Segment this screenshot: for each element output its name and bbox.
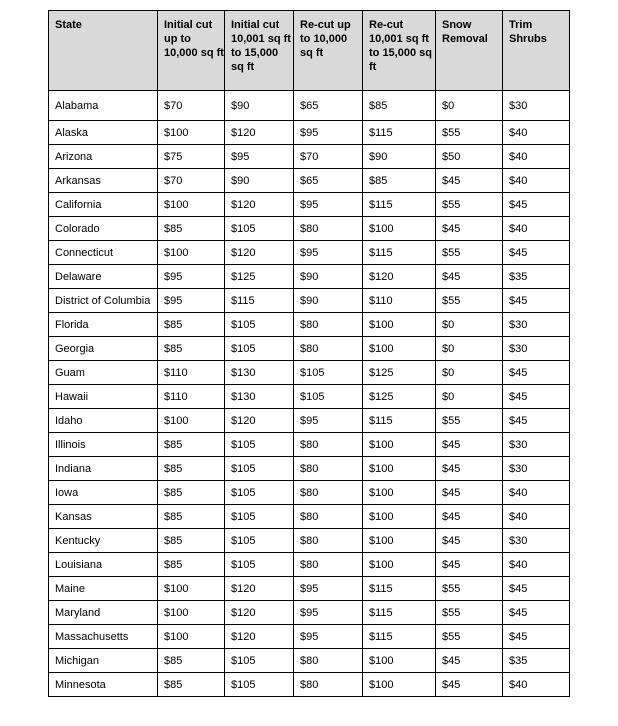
recut-up-to-10000-cell: $95: [294, 625, 363, 649]
trim-shrubs-cell: $40: [503, 121, 570, 145]
trim-shrubs-cell: $30: [503, 91, 570, 121]
initial-cut-up-to-10000-cell: $100: [158, 121, 225, 145]
initial-cut-10001-to-15000-cell: $105: [225, 529, 294, 553]
recut-up-to-10000-cell: $80: [294, 433, 363, 457]
initial-cut-up-to-10000-cell: $100: [158, 577, 225, 601]
pricing-table: [48, 10, 570, 697]
recut-up-to-10000-cell: $95: [294, 193, 363, 217]
initial-cut-up-to-10000-cell: $100: [158, 601, 225, 625]
initial-cut-up-to-10000-cell: $85: [158, 481, 225, 505]
table-row: [49, 673, 570, 697]
table-row: [49, 145, 570, 169]
recut-up-to-10000-cell: $90: [294, 265, 363, 289]
trim-shrubs-cell: $40: [503, 169, 570, 193]
initial-cut-up-to-10000-cell: $110: [158, 385, 225, 409]
recut-10001-to-15000-cell: $115: [363, 577, 436, 601]
header-snow-removal: Snow Removal: [436, 11, 503, 91]
trim-shrubs-cell: $40: [503, 673, 570, 697]
trim-shrubs-cell: $30: [503, 313, 570, 337]
initial-cut-up-to-10000-cell: $85: [158, 337, 225, 361]
state-cell: Massachusetts: [49, 625, 158, 649]
trim-shrubs-cell: $45: [503, 361, 570, 385]
state-cell: Alabama: [49, 91, 158, 121]
recut-up-to-10000-cell: $80: [294, 217, 363, 241]
initial-cut-up-to-10000-cell: $110: [158, 361, 225, 385]
recut-up-to-10000-cell: $80: [294, 529, 363, 553]
initial-cut-10001-to-15000-cell: $105: [225, 433, 294, 457]
snow-removal-cell: $55: [436, 601, 503, 625]
recut-10001-to-15000-cell: $100: [363, 505, 436, 529]
trim-shrubs-cell: $30: [503, 457, 570, 481]
initial-cut-10001-to-15000-cell: $95: [225, 145, 294, 169]
initial-cut-up-to-10000-cell: $85: [158, 313, 225, 337]
initial-cut-10001-to-15000-cell: $130: [225, 385, 294, 409]
recut-10001-to-15000-cell: $115: [363, 241, 436, 265]
initial-cut-10001-to-15000-cell: $105: [225, 673, 294, 697]
initial-cut-10001-to-15000-cell: $120: [225, 409, 294, 433]
initial-cut-10001-to-15000-cell: $105: [225, 457, 294, 481]
header-initial-cut-up-to-10000: Initial cut up to 10,000 sq ft: [158, 11, 225, 91]
initial-cut-up-to-10000-cell: $100: [158, 193, 225, 217]
initial-cut-10001-to-15000-cell: $90: [225, 91, 294, 121]
recut-up-to-10000-cell: $80: [294, 649, 363, 673]
recut-10001-to-15000-cell: $100: [363, 457, 436, 481]
initial-cut-10001-to-15000-cell: $120: [225, 601, 294, 625]
snow-removal-cell: $45: [436, 217, 503, 241]
recut-up-to-10000-cell: $90: [294, 289, 363, 313]
table-row: [49, 337, 570, 361]
recut-up-to-10000-cell: $95: [294, 241, 363, 265]
initial-cut-10001-to-15000-cell: $105: [225, 313, 294, 337]
trim-shrubs-cell: $45: [503, 385, 570, 409]
header-row: [49, 11, 570, 91]
table-row: [49, 169, 570, 193]
snow-removal-cell: $45: [436, 649, 503, 673]
recut-up-to-10000-cell: $80: [294, 313, 363, 337]
initial-cut-10001-to-15000-cell: $125: [225, 265, 294, 289]
table-body: [49, 91, 570, 697]
recut-up-to-10000-cell: $105: [294, 385, 363, 409]
recut-10001-to-15000-cell: $100: [363, 481, 436, 505]
recut-10001-to-15000-cell: $100: [363, 529, 436, 553]
recut-up-to-10000-cell: $80: [294, 457, 363, 481]
initial-cut-up-to-10000-cell: $85: [158, 553, 225, 577]
table-row: [49, 601, 570, 625]
snow-removal-cell: $55: [436, 289, 503, 313]
recut-10001-to-15000-cell: $85: [363, 91, 436, 121]
recut-up-to-10000-cell: $105: [294, 361, 363, 385]
recut-10001-to-15000-cell: $100: [363, 553, 436, 577]
header-trim-shrubs: Trim Shrubs: [503, 11, 570, 91]
table-row: [49, 457, 570, 481]
snow-removal-cell: $45: [436, 457, 503, 481]
table-row: [49, 481, 570, 505]
trim-shrubs-cell: $40: [503, 553, 570, 577]
table-row: [49, 433, 570, 457]
initial-cut-10001-to-15000-cell: $105: [225, 649, 294, 673]
initial-cut-up-to-10000-cell: $85: [158, 505, 225, 529]
snow-removal-cell: $55: [436, 193, 503, 217]
recut-10001-to-15000-cell: $120: [363, 265, 436, 289]
trim-shrubs-cell: $40: [503, 481, 570, 505]
table-row: [49, 529, 570, 553]
initial-cut-up-to-10000-cell: $85: [158, 649, 225, 673]
snow-removal-cell: $45: [436, 529, 503, 553]
snow-removal-cell: $45: [436, 265, 503, 289]
recut-10001-to-15000-cell: $115: [363, 409, 436, 433]
recut-10001-to-15000-cell: $115: [363, 625, 436, 649]
state-cell: Michigan: [49, 649, 158, 673]
state-cell: District of Columbia: [49, 289, 158, 313]
initial-cut-up-to-10000-cell: $75: [158, 145, 225, 169]
snow-removal-cell: $55: [436, 121, 503, 145]
initial-cut-10001-to-15000-cell: $90: [225, 169, 294, 193]
table-row: [49, 409, 570, 433]
trim-shrubs-cell: $30: [503, 529, 570, 553]
header-recut-up-to-10000: Re-cut up to 10,000 sq ft: [294, 11, 363, 91]
snow-removal-cell: $0: [436, 385, 503, 409]
initial-cut-10001-to-15000-cell: $120: [225, 193, 294, 217]
trim-shrubs-cell: $45: [503, 625, 570, 649]
trim-shrubs-cell: $40: [503, 145, 570, 169]
table-row: [49, 385, 570, 409]
table-row: [49, 361, 570, 385]
snow-removal-cell: $45: [436, 673, 503, 697]
initial-cut-10001-to-15000-cell: $105: [225, 553, 294, 577]
state-cell: California: [49, 193, 158, 217]
initial-cut-10001-to-15000-cell: $105: [225, 481, 294, 505]
snow-removal-cell: $0: [436, 337, 503, 361]
state-cell: Colorado: [49, 217, 158, 241]
recut-10001-to-15000-cell: $115: [363, 193, 436, 217]
initial-cut-up-to-10000-cell: $85: [158, 457, 225, 481]
recut-10001-to-15000-cell: $90: [363, 145, 436, 169]
recut-up-to-10000-cell: $80: [294, 673, 363, 697]
state-cell: Connecticut: [49, 241, 158, 265]
recut-up-to-10000-cell: $80: [294, 337, 363, 361]
trim-shrubs-cell: $45: [503, 289, 570, 313]
state-cell: Louisiana: [49, 553, 158, 577]
initial-cut-up-to-10000-cell: $70: [158, 91, 225, 121]
initial-cut-10001-to-15000-cell: $120: [225, 241, 294, 265]
trim-shrubs-cell: $30: [503, 433, 570, 457]
initial-cut-up-to-10000-cell: $85: [158, 433, 225, 457]
initial-cut-up-to-10000-cell: $95: [158, 289, 225, 313]
state-cell: Guam: [49, 361, 158, 385]
table-row: [49, 553, 570, 577]
recut-up-to-10000-cell: $80: [294, 553, 363, 577]
initial-cut-up-to-10000-cell: $95: [158, 265, 225, 289]
table-row: [49, 193, 570, 217]
initial-cut-up-to-10000-cell: $100: [158, 409, 225, 433]
recut-up-to-10000-cell: $95: [294, 121, 363, 145]
recut-up-to-10000-cell: $95: [294, 601, 363, 625]
initial-cut-10001-to-15000-cell: $120: [225, 625, 294, 649]
trim-shrubs-cell: $30: [503, 337, 570, 361]
snow-removal-cell: $55: [436, 241, 503, 265]
recut-up-to-10000-cell: $80: [294, 505, 363, 529]
header-initial-cut-10001-to-15000: Initial cut 10,001 sq ft to 15,000 sq ft: [225, 11, 294, 91]
initial-cut-10001-to-15000-cell: $105: [225, 505, 294, 529]
initial-cut-up-to-10000-cell: $85: [158, 529, 225, 553]
snow-removal-cell: $45: [436, 433, 503, 457]
trim-shrubs-cell: $45: [503, 241, 570, 265]
state-cell: Maryland: [49, 601, 158, 625]
trim-shrubs-cell: $35: [503, 649, 570, 673]
table-header: [49, 11, 570, 91]
state-cell: Arkansas: [49, 169, 158, 193]
initial-cut-up-to-10000-cell: $100: [158, 241, 225, 265]
state-cell: Delaware: [49, 265, 158, 289]
trim-shrubs-cell: $40: [503, 217, 570, 241]
trim-shrubs-cell: $45: [503, 409, 570, 433]
initial-cut-10001-to-15000-cell: $120: [225, 121, 294, 145]
recut-10001-to-15000-cell: $100: [363, 337, 436, 361]
snow-removal-cell: $55: [436, 409, 503, 433]
state-cell: Florida: [49, 313, 158, 337]
recut-10001-to-15000-cell: $100: [363, 217, 436, 241]
trim-shrubs-cell: $45: [503, 193, 570, 217]
header-recut-10001-to-15000: Re-cut 10,001 sq ft to 15,000 sq ft: [363, 11, 436, 91]
snow-removal-cell: $45: [436, 553, 503, 577]
recut-10001-to-15000-cell: $125: [363, 385, 436, 409]
recut-10001-to-15000-cell: $100: [363, 433, 436, 457]
initial-cut-10001-to-15000-cell: $120: [225, 577, 294, 601]
trim-shrubs-cell: $45: [503, 601, 570, 625]
header-state: State: [49, 11, 158, 91]
initial-cut-up-to-10000-cell: $70: [158, 169, 225, 193]
state-cell: Arizona: [49, 145, 158, 169]
initial-cut-up-to-10000-cell: $85: [158, 673, 225, 697]
state-cell: Minnesota: [49, 673, 158, 697]
initial-cut-up-to-10000-cell: $85: [158, 217, 225, 241]
recut-up-to-10000-cell: $95: [294, 577, 363, 601]
state-cell: Georgia: [49, 337, 158, 361]
snow-removal-cell: $55: [436, 625, 503, 649]
recut-10001-to-15000-cell: $110: [363, 289, 436, 313]
initial-cut-10001-to-15000-cell: $130: [225, 361, 294, 385]
snow-removal-cell: $0: [436, 361, 503, 385]
snow-removal-cell: $45: [436, 169, 503, 193]
state-cell: Indiana: [49, 457, 158, 481]
recut-10001-to-15000-cell: $100: [363, 649, 436, 673]
table-row: [49, 313, 570, 337]
table-row: [49, 91, 570, 121]
table-row: [49, 121, 570, 145]
trim-shrubs-cell: $40: [503, 505, 570, 529]
state-cell: Illinois: [49, 433, 158, 457]
initial-cut-10001-to-15000-cell: $105: [225, 217, 294, 241]
recut-10001-to-15000-cell: $115: [363, 601, 436, 625]
snow-removal-cell: $45: [436, 505, 503, 529]
trim-shrubs-cell: $35: [503, 265, 570, 289]
snow-removal-cell: $0: [436, 313, 503, 337]
state-cell: Kentucky: [49, 529, 158, 553]
table-row: [49, 289, 570, 313]
snow-removal-cell: $0: [436, 91, 503, 121]
initial-cut-10001-to-15000-cell: $115: [225, 289, 294, 313]
recut-up-to-10000-cell: $65: [294, 169, 363, 193]
initial-cut-10001-to-15000-cell: $105: [225, 337, 294, 361]
recut-10001-to-15000-cell: $85: [363, 169, 436, 193]
table-row: [49, 265, 570, 289]
recut-up-to-10000-cell: $70: [294, 145, 363, 169]
recut-up-to-10000-cell: $80: [294, 481, 363, 505]
recut-10001-to-15000-cell: $100: [363, 313, 436, 337]
snow-removal-cell: $50: [436, 145, 503, 169]
snow-removal-cell: $45: [436, 481, 503, 505]
state-cell: Alaska: [49, 121, 158, 145]
recut-10001-to-15000-cell: $125: [363, 361, 436, 385]
table-row: [49, 649, 570, 673]
table-row: [49, 577, 570, 601]
state-cell: Iowa: [49, 481, 158, 505]
table-row: [49, 625, 570, 649]
table-row: [49, 505, 570, 529]
recut-up-to-10000-cell: $65: [294, 91, 363, 121]
recut-10001-to-15000-cell: $115: [363, 121, 436, 145]
trim-shrubs-cell: $45: [503, 577, 570, 601]
table-row: [49, 241, 570, 265]
state-cell: Maine: [49, 577, 158, 601]
table-row: [49, 217, 570, 241]
snow-removal-cell: $55: [436, 577, 503, 601]
state-cell: Kansas: [49, 505, 158, 529]
recut-up-to-10000-cell: $95: [294, 409, 363, 433]
initial-cut-up-to-10000-cell: $100: [158, 625, 225, 649]
recut-10001-to-15000-cell: $100: [363, 673, 436, 697]
state-cell: Hawaii: [49, 385, 158, 409]
state-cell: Idaho: [49, 409, 158, 433]
